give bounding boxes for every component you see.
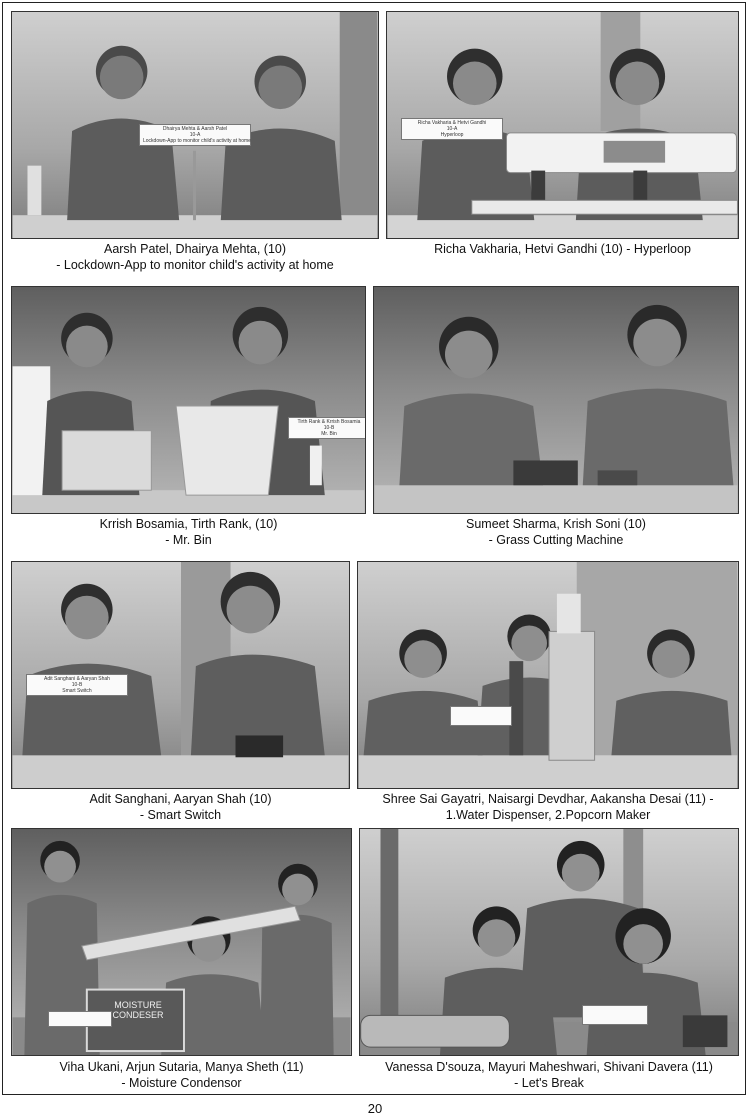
caption-students-project: Richa Vakharia, Hetvi Gandhi (10) - Hyperloop [434, 242, 691, 256]
project-placard [582, 1005, 648, 1025]
project-photo-1 [11, 11, 379, 239]
photo-caption-7 [11, 1059, 352, 1091]
caption-project: - Mr. Bin [165, 533, 212, 547]
photo-caption-5 [11, 791, 350, 823]
project-photo-5 [11, 561, 350, 789]
caption-project: - Moisture Condensor [121, 1076, 242, 1090]
project-placard: Adit Sanghani & Aaryan Shah 10-B Smart Switch [26, 674, 128, 696]
photo-caption-2 [386, 241, 739, 257]
photo-caption-6 [357, 791, 739, 823]
project-placard [450, 706, 512, 726]
caption-students: Viha Ukani, Arjun Sutaria, Manya Sheth (11) [59, 1060, 304, 1074]
caption-students: Krrish Bosamia, Tirth Rank, (10) [99, 517, 278, 531]
caption-project: - Smart Switch [139, 808, 222, 822]
caption-students: Shree Sai Gayatri, Naisargi Devdhar, Aakansha Desai (11) - [382, 792, 714, 806]
project-placard: Dhairya Mehta & Aarsh Patel 10-A Lockdown-App to monitor child's activity at home [139, 124, 251, 146]
project-photo-7 [11, 828, 352, 1056]
photo-caption-4 [373, 516, 739, 548]
students-illustration [358, 562, 738, 788]
project-photo-4 [373, 286, 739, 514]
caption-students: Adit Sanghani, Aaryan Shah (10) [89, 792, 272, 806]
students-illustration [374, 287, 738, 513]
photo-caption-8 [359, 1059, 739, 1091]
project-photo-2 [386, 11, 739, 239]
caption-project: 1.Water Dispenser, 2.Popcorn Maker [445, 808, 651, 822]
students-illustration [360, 829, 738, 1055]
caption-project: - Lockdown-App to monitor child's activity at home [56, 258, 334, 272]
project-photo-3 [11, 286, 366, 514]
caption-students: Sumeet Sharma, Krish Soni (10) [466, 517, 646, 531]
monitor-screen-text: MOISTURE CONDESER [112, 1000, 164, 1020]
project-placard [48, 1011, 112, 1027]
caption-students: Aarsh Patel, Dhairya Mehta, (10) [103, 242, 287, 256]
page-number: 20 [367, 1101, 383, 1116]
project-placard: Richa Vakharia & Hetvi Gandhi 10-A Hyperloop [401, 118, 503, 140]
caption-project: - Grass Cutting Machine [488, 533, 624, 547]
photo-caption-1 [11, 241, 379, 273]
students-illustration [12, 287, 365, 513]
caption-project: - Let's Break [514, 1076, 584, 1090]
project-photo-6 [357, 561, 739, 789]
photo-caption-3 [11, 516, 366, 548]
project-placard: Tirth Rank & Krrish Bosamia 10-B Mr. Bin [288, 417, 366, 439]
caption-students: Vanessa D'souza, Mayuri Maheshwari, Shivani Davera (11) [385, 1060, 713, 1074]
project-photo-8 [359, 828, 739, 1056]
